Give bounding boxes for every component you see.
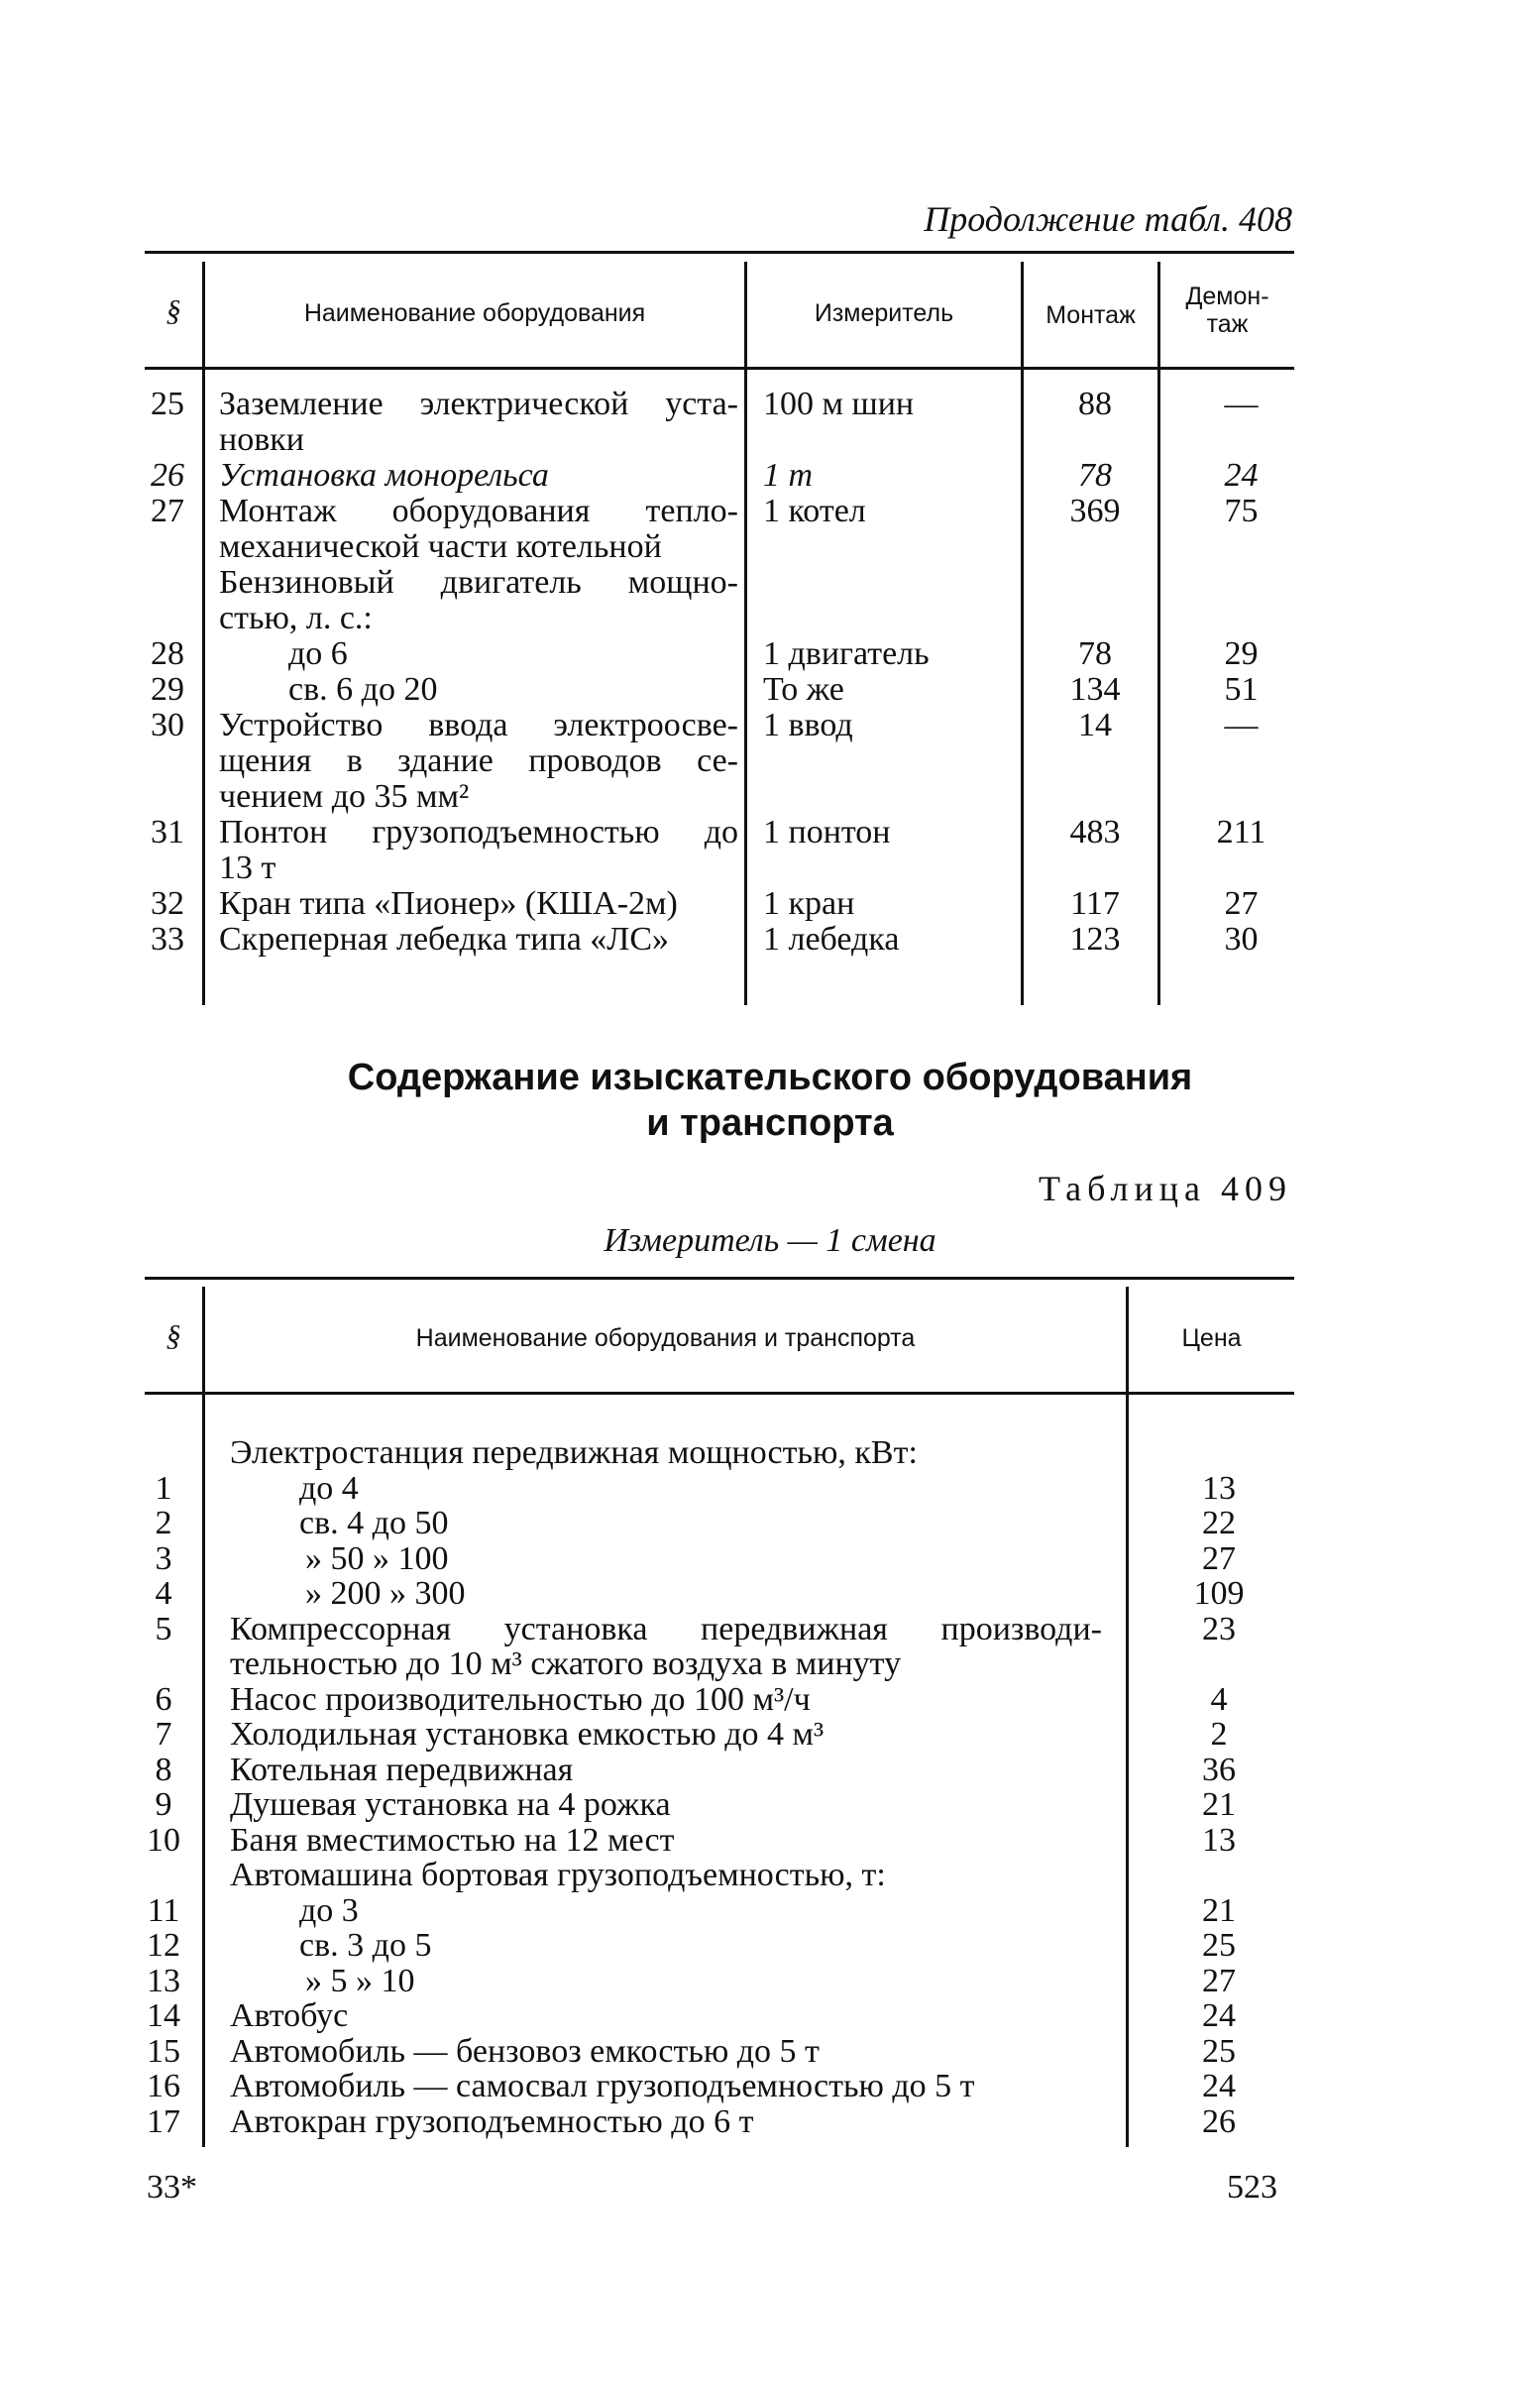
header-dismount-line1: Демон-	[1185, 283, 1269, 310]
table-row	[0, 565, 1540, 636]
dismount-value: 51	[1224, 671, 1259, 708]
equipment-name	[219, 565, 738, 636]
header-dismount	[1160, 283, 1294, 338]
name-line: щения в здание проводов се-	[219, 742, 738, 779]
continuation-caption: Продолжение табл. 408	[924, 199, 1292, 239]
unit-value: 1 понтон	[763, 814, 891, 850]
header-price: Цена	[1181, 1324, 1242, 1352]
row-number: 33	[151, 921, 184, 958]
name-line: Установка монорельса	[219, 457, 549, 494]
price-value: 25	[1202, 1927, 1236, 1964]
signature-mark: 33*	[147, 2169, 197, 2206]
row-number: 2	[155, 1505, 172, 1541]
table-row	[0, 1893, 1540, 1929]
price-value: 24	[1202, 2068, 1236, 2104]
price-value: 22	[1202, 1505, 1236, 1541]
table-row	[0, 1717, 1540, 1753]
equipment-name: Автомашина бортовая грузоподъемностью, т:	[230, 1857, 886, 1893]
page-number: 523	[1227, 2169, 1277, 2206]
name-line: механической части котельной	[219, 528, 662, 565]
table-row	[0, 708, 1540, 815]
row-number: 8	[155, 1751, 172, 1788]
mount-value: 117	[1070, 885, 1120, 922]
row-number: 9	[155, 1786, 172, 1823]
price-value: 13	[1202, 1469, 1236, 1507]
table-top-rule	[145, 251, 1294, 254]
dismount-value: —	[1224, 386, 1259, 422]
price-value: 4	[1210, 1680, 1228, 1718]
row-number: 27	[151, 493, 184, 529]
equipment-name: Автокран грузоподъемностью до 6 т	[230, 2102, 754, 2140]
price-value: 2	[1210, 1716, 1228, 1753]
table-row	[0, 1753, 1540, 1788]
mount-value: 123	[1069, 921, 1121, 958]
table-row	[0, 886, 1540, 922]
unit-value: 1 двигатель	[763, 635, 930, 672]
price-value: 24	[1202, 1997, 1236, 2034]
table-row	[0, 1612, 1540, 1647]
dismount-value: 30	[1224, 921, 1259, 958]
unit-value: 1 т	[763, 457, 814, 494]
table-row	[0, 387, 1540, 458]
table-row	[0, 1506, 1540, 1541]
row-number: 28	[151, 635, 184, 672]
dismount-value: 211	[1216, 814, 1266, 850]
row-number: 32	[151, 885, 184, 922]
row-number: 26	[151, 457, 184, 494]
name-line: чением до 35 мм²	[219, 778, 470, 815]
equipment-name: Автобус	[230, 1997, 349, 2034]
equipment-name: » 50 » 100	[305, 1539, 449, 1577]
table-row	[0, 922, 1540, 958]
price-value: 23	[1202, 1610, 1236, 1647]
table-row	[0, 2069, 1540, 2104]
table-row	[0, 1964, 1540, 1999]
row-number: 4	[155, 1575, 172, 1612]
equipment-name: Автомобиль — бензовоз емкостью до 5 т	[230, 2032, 820, 2070]
equipment-name: тельностью до 10 м³ сжатого воздуха в минуту	[230, 1645, 902, 1682]
dismount-value: 75	[1224, 493, 1259, 529]
price-value: 26	[1202, 2102, 1236, 2140]
equipment-name	[219, 708, 738, 815]
unit-value: 1 кран	[763, 885, 855, 922]
table-409-body	[0, 1435, 1540, 2139]
row-number: 25	[151, 386, 184, 422]
equipment-name	[219, 815, 738, 886]
row-number: 29	[151, 671, 184, 708]
mount-value: 78	[1078, 457, 1112, 494]
header-dismount-line2: таж	[1206, 310, 1249, 338]
equipment-name	[219, 922, 738, 958]
equipment-name: Котельная передвижная	[230, 1751, 574, 1788]
dismount-value: —	[1224, 707, 1259, 743]
name-line: Кран типа «Пионер» (КША-2м)	[219, 885, 678, 922]
table-row	[0, 1576, 1540, 1612]
price-value: 27	[1202, 1962, 1236, 1999]
row-number: 7	[155, 1716, 172, 1753]
row-number: 1	[155, 1469, 172, 1507]
measure-line: Измеритель — 1 смена	[604, 1222, 936, 1259]
table-row	[0, 1646, 1540, 1682]
price-value: 27	[1202, 1539, 1236, 1577]
unit-value: То же	[763, 671, 844, 708]
equipment-name: Холодильная установка емкостью до 4 м³	[230, 1716, 825, 1753]
table-row	[0, 815, 1540, 886]
table-row	[0, 636, 1540, 672]
unit-value: 1 лебедка	[763, 921, 900, 958]
table-row	[0, 672, 1540, 708]
price-value: 36	[1202, 1751, 1236, 1788]
table-row	[0, 1471, 1540, 1507]
row-number: 13	[147, 1962, 180, 1999]
header-name: Наименование оборудования и транспорта	[415, 1324, 916, 1352]
dismount-value: 29	[1224, 635, 1259, 672]
equipment-name: » 200 » 300	[305, 1575, 466, 1612]
equipment-name: св. 4 до 50	[299, 1505, 449, 1541]
table-row	[0, 1435, 1540, 1471]
table-row	[0, 2034, 1540, 2070]
row-number: 5	[155, 1610, 172, 1647]
row-number: 16	[147, 2068, 180, 2104]
equipment-name: Электростанция передвижная мощностью, кВт:	[230, 1434, 918, 1471]
table-top-rule	[145, 1277, 1294, 1280]
equipment-name: Насос производительностью до 100 м³/ч	[230, 1680, 811, 1718]
name-line: св. 6 до 20	[288, 671, 438, 708]
name-line: новки	[219, 421, 304, 458]
table-408-body	[0, 387, 1540, 958]
equipment-name	[219, 886, 738, 922]
row-number: 6	[155, 1680, 172, 1718]
table-row	[0, 494, 1540, 565]
row-number: 15	[147, 2032, 180, 2070]
unit-value: 1 ввод	[763, 707, 853, 743]
header-section: §	[165, 294, 181, 327]
mount-value: 78	[1078, 635, 1112, 672]
unit-value: 100 м шин	[763, 386, 915, 422]
mount-value: 134	[1069, 671, 1121, 708]
table-row	[0, 2104, 1540, 2140]
equipment-name: Компрессорная установка передвижная производи-	[230, 1610, 1102, 1647]
equipment-name	[219, 672, 738, 708]
header-section: §	[165, 1319, 181, 1352]
name-line: Заземление электрической уста-	[219, 386, 738, 422]
name-line: стью, л. с.:	[219, 600, 373, 636]
price-value: 13	[1202, 1821, 1236, 1859]
equipment-name: » 5 » 10	[305, 1962, 415, 1999]
row-number: 12	[147, 1927, 180, 1964]
table-row	[0, 1928, 1540, 1964]
name-line: 13 т	[219, 850, 276, 886]
equipment-name: Автомобиль — самосвал грузоподъемностью до 5 т	[230, 2068, 975, 2104]
price-value: 21	[1202, 1891, 1236, 1929]
section-title-line2: и транспорта	[646, 1102, 894, 1144]
price-value: 109	[1193, 1575, 1245, 1612]
unit-value: 1 котел	[763, 493, 866, 529]
table-row	[0, 1823, 1540, 1859]
table-row	[0, 1787, 1540, 1823]
row-number: 3	[155, 1539, 172, 1577]
row-number: 10	[147, 1821, 180, 1859]
name-line: Монтаж оборудования тепло-	[219, 493, 738, 529]
table-row	[0, 1541, 1540, 1577]
header-name: Наименование оборудования	[303, 299, 646, 327]
equipment-name	[219, 458, 738, 494]
header-bottom-rule	[145, 367, 1294, 370]
section-title	[0, 1055, 1540, 1146]
equipment-name: Душевая установка на 4 рожка	[230, 1786, 671, 1823]
row-number: 31	[151, 814, 184, 850]
equipment-name	[219, 636, 738, 672]
mount-value: 369	[1069, 493, 1121, 529]
header-mount: Монтаж	[1045, 301, 1136, 329]
name-line: Бензиновый двигатель мощно-	[219, 564, 738, 601]
name-line: Понтон грузоподъемностью до	[219, 814, 738, 850]
row-number: 14	[147, 1997, 180, 2034]
table-row	[0, 1998, 1540, 2034]
mount-value: 14	[1078, 707, 1112, 743]
header-unit: Измеритель	[814, 299, 954, 327]
table-row	[0, 458, 1540, 494]
equipment-name: до 4	[299, 1469, 359, 1507]
row-number: 30	[151, 707, 184, 743]
table-row	[0, 1858, 1540, 1893]
name-line: до 6	[288, 635, 348, 672]
mount-value: 88	[1078, 386, 1112, 422]
mount-value: 483	[1069, 814, 1121, 850]
equipment-name	[219, 494, 738, 565]
dismount-value: 24	[1224, 457, 1259, 494]
price-value: 21	[1202, 1786, 1236, 1823]
equipment-name: Баня вместимостью на 12 мест	[230, 1821, 675, 1859]
price-value: 25	[1202, 2032, 1236, 2070]
row-number: 17	[147, 2102, 180, 2140]
equipment-name: до 3	[299, 1891, 359, 1929]
equipment-name: св. 3 до 5	[299, 1927, 432, 1964]
table-label: Таблица 409	[1039, 1169, 1292, 1208]
header-bottom-rule	[145, 1392, 1294, 1395]
dismount-value: 27	[1224, 885, 1259, 922]
section-title-line1: Содержание изыскательского оборудования	[347, 1057, 1193, 1098]
table-row	[0, 1682, 1540, 1718]
name-line: Устройство ввода электроосве-	[219, 707, 738, 743]
equipment-name	[219, 387, 738, 458]
row-number: 11	[147, 1891, 180, 1929]
name-line: Скреперная лебедка типа «ЛС»	[219, 921, 670, 958]
